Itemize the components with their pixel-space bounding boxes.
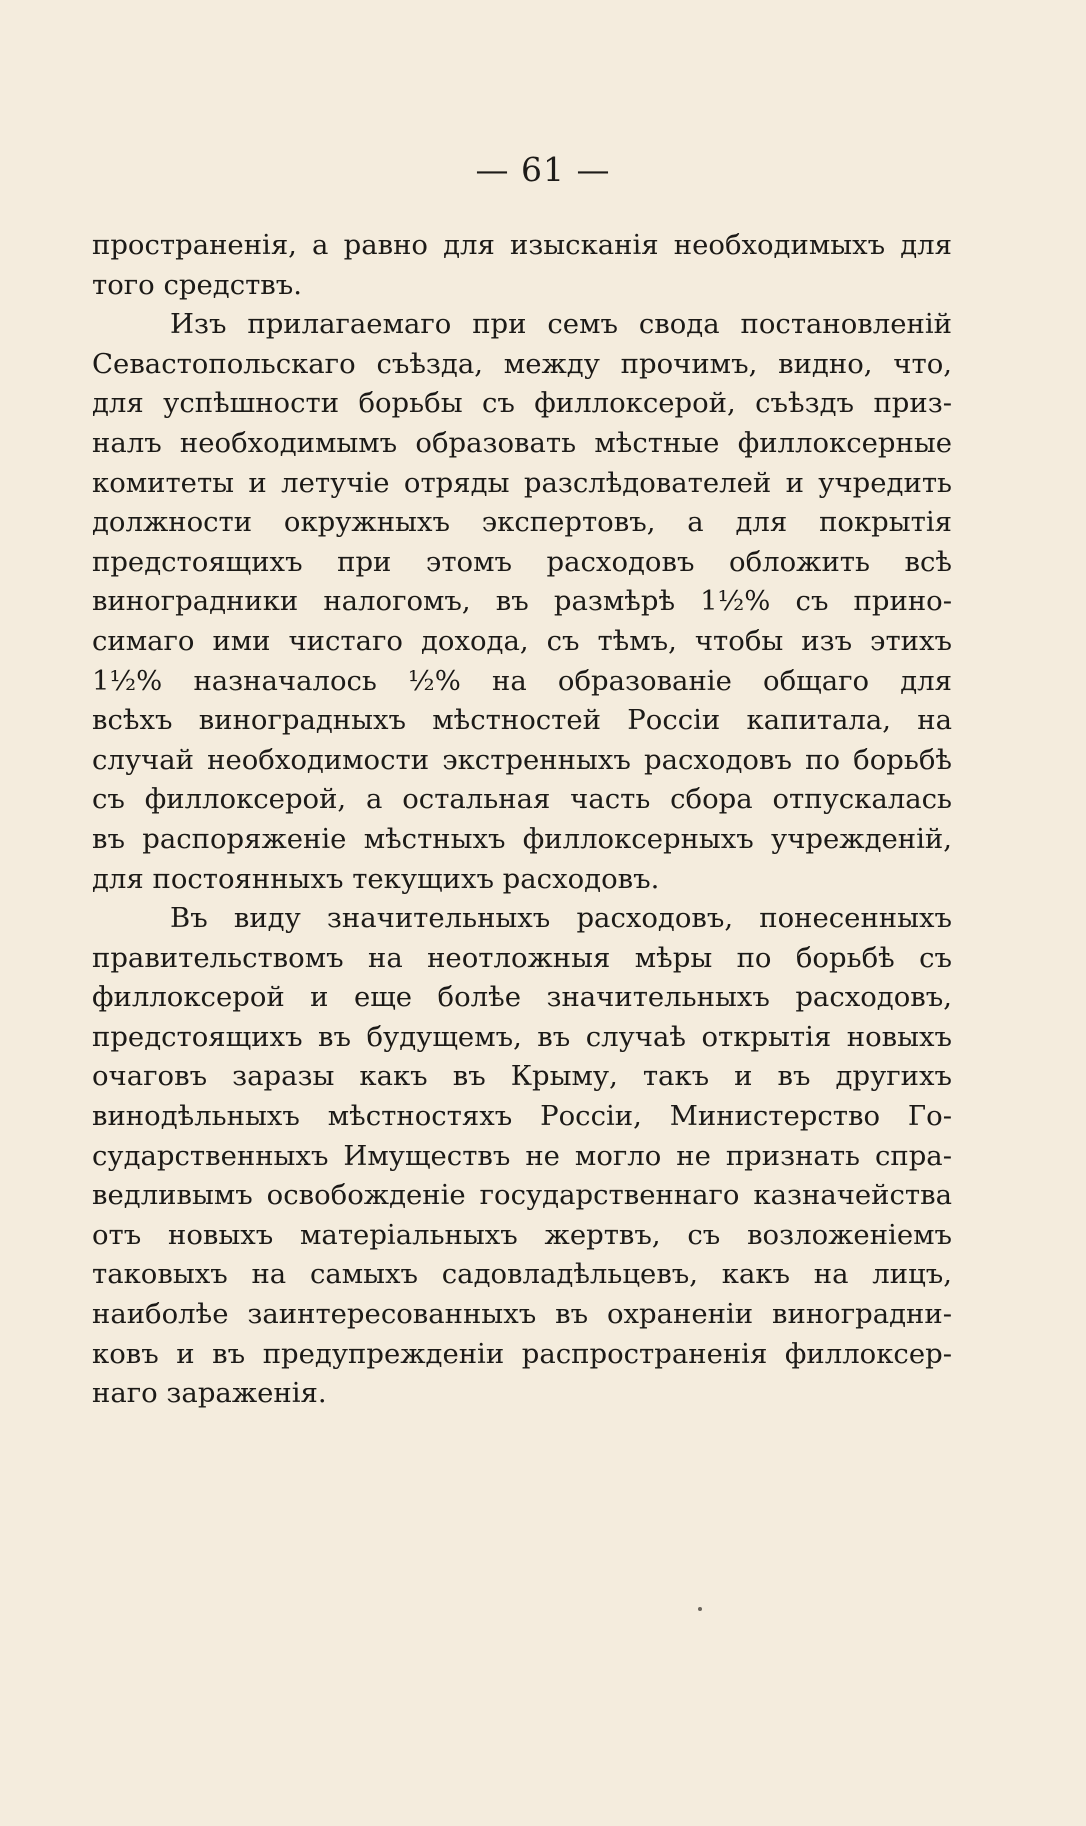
text-line: 1½% назначалось ½% на образованіе общаго для <box>92 664 952 697</box>
text-line: винодѣльныхъ мѣстностяхъ Россіи, Министерство Го- <box>92 1100 952 1133</box>
text-line: должности окружныхъ экспертовъ, а для покрытія <box>92 506 952 539</box>
ink-speck <box>698 1607 702 1611</box>
body-text <box>92 226 952 1414</box>
text-line: Въ виду значительныхъ расходовъ, понесенныхъ <box>170 902 952 935</box>
text-line: правительствомъ на неотложныя мѣры по борьбѣ съ <box>92 941 952 974</box>
text-line: налъ необходимымъ образовать мѣстные филлоксерные <box>92 426 952 459</box>
text-line: виноградники налогомъ, въ размѣрѣ 1½% съ прино- <box>92 585 952 618</box>
text-line: пространенія, а равно для изысканія необходимыхъ для <box>92 229 952 261</box>
text-line: ведливымъ освобожденіе государственнаго казначейства <box>92 1179 952 1212</box>
text-line: симаго ими чистаго дохода, съ тѣмъ, чтобы изъ этихъ <box>92 624 952 657</box>
text-line: сударственныхъ Имуществъ не могло не признать спра- <box>92 1139 952 1172</box>
text-line: всѣхъ виноградныхъ мѣстностей Россіи капитала, на <box>92 704 952 737</box>
text-line: съ филлоксерой, а остальная часть сбора отпускалась <box>92 783 952 816</box>
text-line: филлоксерой и еще болѣе значительныхъ расходовъ, <box>92 981 952 1014</box>
text-line: комитеты и летучіе отряды разслѣдователей и учредить <box>92 466 952 499</box>
text-line: таковыхъ на самыхъ садовладѣльцевъ, какъ на лицъ, <box>92 1258 952 1291</box>
text-line: наиболѣе заинтересованныхъ въ охраненіи виноградни- <box>92 1298 952 1331</box>
text-line: предстоящихъ при этомъ расходовъ обложить всѣ <box>92 545 952 578</box>
page-number: — 61 — <box>475 150 611 189</box>
text-line: того средствъ. <box>92 268 303 301</box>
text-line: случай необходимости экстренныхъ расходовъ по борьбѣ <box>92 743 952 776</box>
text-line: наго зараженія. <box>92 1377 327 1410</box>
text-line: въ распоряженіе мѣстныхъ филлоксерныхъ учрежденій, <box>92 822 952 855</box>
text-line: отъ новыхъ матеріальныхъ жертвъ, съ возложеніемъ <box>92 1218 952 1251</box>
text-line: предстоящихъ въ будущемъ, въ случаѣ открытія новыхъ <box>92 1020 952 1053</box>
text-line: очаговъ заразы какъ въ Крыму, такъ и въ другихъ <box>92 1060 952 1093</box>
text-line: для постоянныхъ текущихъ расходовъ. <box>92 862 660 895</box>
text-line: Изъ прилагаемаго при семъ свода постановленій <box>170 308 952 341</box>
text-line: ковъ и въ предупрежденіи распространенія филлоксер- <box>92 1337 952 1370</box>
text-line: для успѣшности борьбы съ филлоксерой, съѣздъ приз- <box>92 387 952 420</box>
text-line: Севастопольскаго съѣзда, между прочимъ, видно, что, <box>92 347 952 380</box>
